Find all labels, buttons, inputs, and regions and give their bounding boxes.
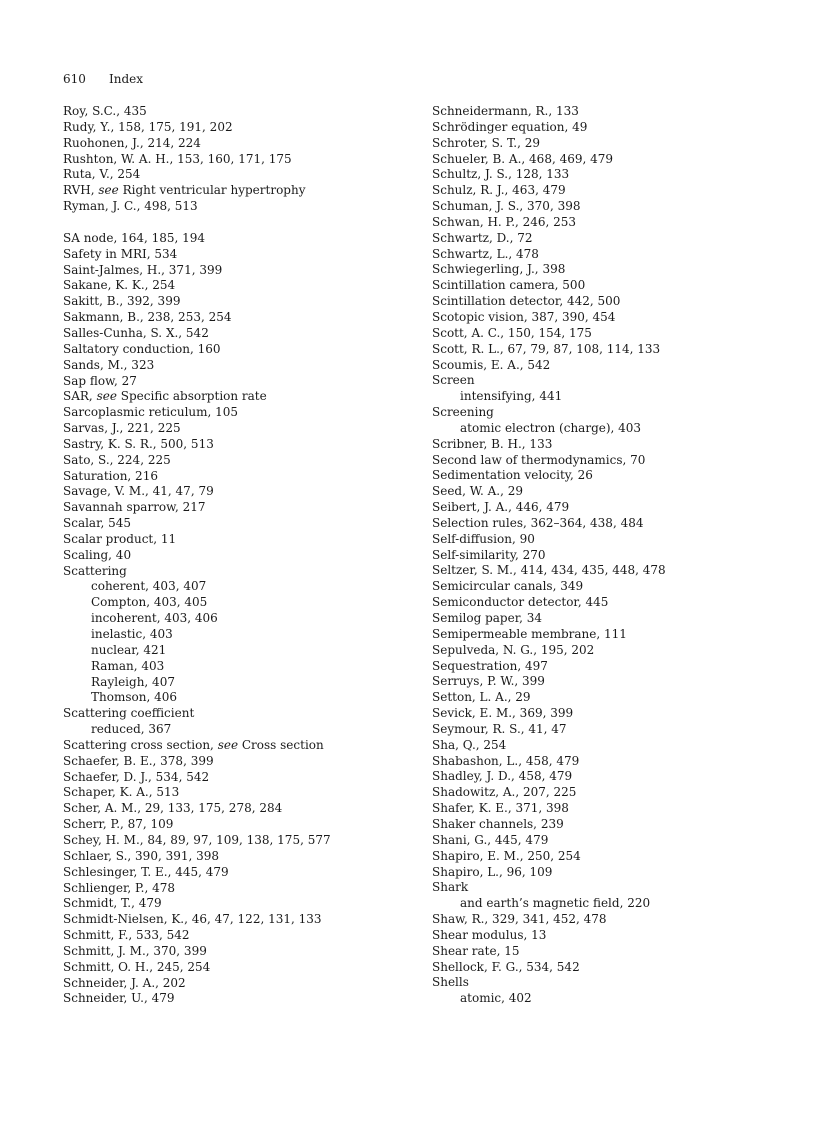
entry-text: Scher, A. M., 29, 133, 175, 278, 284 xyxy=(63,801,283,816)
index-entry xyxy=(63,199,413,215)
entry-text: Sequestration, 497 xyxy=(432,658,548,673)
entry-text: Raman, 403 xyxy=(91,658,165,673)
index-entry xyxy=(63,231,413,247)
index-entry xyxy=(63,991,413,1007)
entry-text: Shadley, J. D., 458, 479 xyxy=(432,769,573,784)
entry-text: incoherent, 403, 406 xyxy=(91,611,218,626)
index-entry xyxy=(63,310,413,326)
index-entry xyxy=(432,722,782,738)
index-subentry xyxy=(63,722,413,738)
entry-text: Sands, M., 323 xyxy=(63,357,155,372)
index-entry xyxy=(63,785,413,801)
entry-text: Scattering coefficient xyxy=(63,706,195,721)
entry-text: Shani, G., 445, 479 xyxy=(432,832,549,847)
index-entry xyxy=(432,627,782,643)
index-entry xyxy=(63,754,413,770)
entry-text: Semipermeable membrane, 111 xyxy=(432,626,627,641)
entry-text: Shells xyxy=(432,975,469,990)
entry-text: Rudy, Y., 158, 175, 191, 202 xyxy=(63,119,233,134)
entry-text: Scintillation detector, 442, 500 xyxy=(432,294,621,309)
entry-text: Sha, Q., 254 xyxy=(432,737,507,752)
index-subentry xyxy=(63,659,413,675)
index-entry xyxy=(432,532,782,548)
index-entry xyxy=(432,183,782,199)
index-entry xyxy=(432,310,782,326)
entry-text: SA node, 164, 185, 194 xyxy=(63,230,206,245)
see-reference: see xyxy=(98,183,119,198)
index-entry xyxy=(63,960,413,976)
index-entry xyxy=(432,516,782,532)
index-entry xyxy=(432,563,782,579)
index-entry xyxy=(432,579,782,595)
entry-text: Shark xyxy=(432,880,469,895)
page-number: 610 xyxy=(63,72,86,86)
index-entry xyxy=(63,500,413,516)
entry-text: Schmitt, F., 533, 542 xyxy=(63,928,190,943)
entry-text: Serruys, P. W., 399 xyxy=(432,674,545,689)
entry-text: Sastry, K. S. R., 500, 513 xyxy=(63,436,214,451)
entry-text: SAR, xyxy=(63,389,97,404)
see-target: Right ventricular hypertrophy xyxy=(118,183,306,198)
index-entry xyxy=(432,278,782,294)
running-head: Index xyxy=(109,72,144,86)
entry-text: Shadowitz, A., 207, 225 xyxy=(432,785,577,800)
entry-text: Rushton, W. A. H., 153, 160, 171, 175 xyxy=(63,151,292,166)
entry-text: atomic, 402 xyxy=(460,991,532,1006)
index-subentry xyxy=(63,579,413,595)
index-entry xyxy=(63,263,413,279)
index-entry xyxy=(432,453,782,469)
index-entry xyxy=(63,801,413,817)
entry-text: Schwan, H. P., 246, 253 xyxy=(432,214,577,229)
index-entry xyxy=(63,881,413,897)
entry-text: Shafer, K. E., 371, 398 xyxy=(432,801,569,816)
entry-text: Setton, L. A., 29 xyxy=(432,690,531,705)
entry-text: Scotopic vision, 387, 390, 454 xyxy=(432,309,616,324)
entry-text: Schmidt-Nielsen, K., 46, 47, 122, 131, 133 xyxy=(63,912,322,927)
index-entry xyxy=(432,595,782,611)
entry-text: Scalar product, 11 xyxy=(63,531,177,546)
entry-text: coherent, 403, 407 xyxy=(91,579,207,594)
entry-text: Salles-Cunha, S. X., 542 xyxy=(63,325,209,340)
index-entry xyxy=(432,136,782,152)
entry-text: Schey, H. M., 84, 89, 97, 109, 138, 175, 577 xyxy=(63,832,331,847)
index-entry xyxy=(432,960,782,976)
index-entry xyxy=(432,880,782,896)
index-subentry xyxy=(63,643,413,659)
entry-text: and earth’s magnetic field, 220 xyxy=(460,896,651,911)
entry-text: Schulz, R. J., 463, 479 xyxy=(432,183,566,198)
entry-text: Schmitt, O. H., 245, 254 xyxy=(63,959,211,974)
index-entry xyxy=(63,564,413,580)
index-entry xyxy=(432,358,782,374)
index-entry xyxy=(432,548,782,564)
entry-text: reduced, 367 xyxy=(91,722,172,737)
index-subentry xyxy=(63,675,413,691)
index-entry xyxy=(63,453,413,469)
entry-text: Scherr, P., 87, 109 xyxy=(63,817,174,832)
index-subentry xyxy=(63,595,413,611)
index-entry xyxy=(63,484,413,500)
entry-text: Scalar, 545 xyxy=(63,516,132,531)
entry-text: Schaefer, D. J., 534, 542 xyxy=(63,769,210,784)
index-column-right xyxy=(432,104,782,1007)
entry-text: Schlesinger, T. E., 445, 479 xyxy=(63,864,229,879)
entry-text: Self-diffusion, 90 xyxy=(432,531,535,546)
index-entry xyxy=(432,152,782,168)
index-entry xyxy=(432,500,782,516)
index-entry xyxy=(63,738,413,754)
index-entry xyxy=(63,469,413,485)
entry-text: Semilog paper, 34 xyxy=(432,611,543,625)
entry-text: Scattering cross section, xyxy=(63,737,218,752)
entry-text: Seymour, R. S., 41, 47 xyxy=(432,721,567,736)
entry-text: Shear rate, 15 xyxy=(432,943,520,958)
entry-text: Schneider, J. A., 202 xyxy=(63,975,186,990)
entry-text: Saturation, 216 xyxy=(63,468,158,483)
entry-text: Scott, A. C., 150, 154, 175 xyxy=(432,325,592,340)
index-entry xyxy=(432,326,782,342)
entry-text: Shabashon, L., 458, 479 xyxy=(432,753,580,768)
index-entry xyxy=(63,770,413,786)
index-entry xyxy=(432,199,782,215)
index-entry xyxy=(432,690,782,706)
entry-text: Compton, 403, 405 xyxy=(91,595,208,610)
entry-text: Saltatory conduction, 160 xyxy=(63,341,221,356)
see-target: Specific absorption rate xyxy=(116,389,267,404)
index-subentry xyxy=(63,611,413,627)
index-entry xyxy=(63,358,413,374)
index-entry xyxy=(432,674,782,690)
index-entry xyxy=(63,928,413,944)
entry-text: Scribner, B. H., 133 xyxy=(432,436,553,451)
entry-text: Sepulveda, N. G., 195, 202 xyxy=(432,642,595,657)
entry-text: Sarcoplasmic reticulum, 105 xyxy=(63,405,239,420)
index-entry xyxy=(63,389,413,405)
index-entry xyxy=(432,849,782,865)
index-entry xyxy=(432,912,782,928)
entry-text: intensifying, 441 xyxy=(460,389,563,404)
entry-text: Second law of thermodynamics, 70 xyxy=(432,452,646,467)
index-entry xyxy=(432,865,782,881)
index-subentry xyxy=(432,896,782,912)
entry-text: Semiconductor detector, 445 xyxy=(432,595,609,610)
index-entry xyxy=(432,975,782,991)
entry-text: Rayleigh, 407 xyxy=(91,674,175,689)
index-entry xyxy=(432,468,782,484)
entry-text: Schultz, J. S., 128, 133 xyxy=(432,167,570,182)
entry-text: Schneidermann, R., 133 xyxy=(432,104,579,118)
index-entry xyxy=(432,659,782,675)
index-entry xyxy=(432,437,782,453)
index-entry xyxy=(432,262,782,278)
entry-text: inelastic, 403 xyxy=(91,627,173,641)
entry-text: Shapiro, E. M., 250, 254 xyxy=(432,848,581,863)
see-target: Cross section xyxy=(238,737,324,752)
entry-text: Schwartz, L., 478 xyxy=(432,246,539,261)
entry-text: Sakmann, B., 238, 253, 254 xyxy=(63,310,232,325)
entry-text: Saint-Jalmes, H., 371, 399 xyxy=(63,262,223,277)
index-column-left xyxy=(63,104,413,1007)
index-entry xyxy=(63,183,413,199)
entry-text: Schwiegerling, J., 398 xyxy=(432,262,566,277)
entry-text: Self-similarity, 270 xyxy=(432,547,546,562)
index-entry xyxy=(63,405,413,421)
index-entry xyxy=(63,136,413,152)
index-entry xyxy=(63,516,413,532)
entry-text: Schuman, J. S., 370, 398 xyxy=(432,199,581,214)
index-entry xyxy=(432,342,782,358)
index-entry xyxy=(63,865,413,881)
index-entry xyxy=(432,294,782,310)
entry-text: Sevick, E. M., 369, 399 xyxy=(432,706,574,721)
index-entry xyxy=(432,120,782,136)
entry-text: RVH, xyxy=(63,183,99,198)
index-entry xyxy=(63,817,413,833)
index-subentry xyxy=(432,421,782,437)
entry-text: Scaling, 40 xyxy=(63,547,132,562)
entry-text: Semicircular canals, 349 xyxy=(432,579,584,594)
entry-text: Shaw, R., 329, 341, 452, 478 xyxy=(432,912,607,927)
entry-text: Sedimentation velocity, 26 xyxy=(432,468,593,483)
entry-text: Screen xyxy=(432,373,475,388)
entry-text: Seltzer, S. M., 414, 434, 435, 448, 478 xyxy=(432,563,666,578)
entry-text: Ryman, J. C., 498, 513 xyxy=(63,199,198,214)
index-subentry xyxy=(432,991,782,1007)
index-entry xyxy=(63,294,413,310)
entry-text: Scoumis, E. A., 542 xyxy=(432,357,551,372)
index-entry xyxy=(63,532,413,548)
entry-text: Scott, R. L., 67, 79, 87, 108, 114, 133 xyxy=(432,341,661,356)
index-entry xyxy=(432,738,782,754)
page-header xyxy=(63,71,143,87)
see-reference: see xyxy=(217,737,239,752)
entry-text: Shellock, F. G., 534, 542 xyxy=(432,959,580,974)
index-entry xyxy=(63,278,413,294)
index-entry xyxy=(63,120,413,136)
index-entry xyxy=(63,976,413,992)
entry-text: Seed, W. A., 29 xyxy=(432,484,523,499)
entry-text: Thomson, 406 xyxy=(91,690,177,705)
entry-text: Ruta, V., 254 xyxy=(63,167,141,182)
index-entry xyxy=(63,167,413,183)
index-entry xyxy=(432,373,782,389)
entry-text: Shear modulus, 13 xyxy=(432,927,547,942)
entry-text: Sakitt, B., 392, 399 xyxy=(63,294,181,309)
index-entry xyxy=(63,896,413,912)
index-entry xyxy=(432,944,782,960)
entry-text: Schroter, S. T., 29 xyxy=(432,135,540,150)
entry-text: Sato, S., 224, 225 xyxy=(63,452,171,467)
index-entry xyxy=(63,104,413,120)
index-entry xyxy=(432,405,782,421)
index-entry xyxy=(432,928,782,944)
entry-text: Schlienger, P., 478 xyxy=(63,880,175,895)
entry-text: Schwartz, D., 72 xyxy=(432,230,533,245)
entry-text: Schrödinger equation, 49 xyxy=(432,119,588,134)
index-entry xyxy=(432,215,782,231)
entry-text: Schmitt, J. M., 370, 399 xyxy=(63,943,207,958)
index-entry xyxy=(432,754,782,770)
index-entry xyxy=(432,785,782,801)
index-entry xyxy=(63,437,413,453)
entry-text: nuclear, 421 xyxy=(91,642,167,657)
entry-text: Selection rules, 362–364, 438, 484 xyxy=(432,515,644,530)
index-entry xyxy=(432,611,782,627)
index-entry xyxy=(432,706,782,722)
index-entry xyxy=(63,374,413,390)
entry-text: Savage, V. M., 41, 47, 79 xyxy=(63,484,214,499)
entry-text: Scattering xyxy=(63,563,127,578)
index-subentry xyxy=(63,690,413,706)
index-entry xyxy=(432,769,782,785)
entry-text: Schaefer, B. E., 378, 399 xyxy=(63,753,214,768)
entry-text: Schmidt, T., 479 xyxy=(63,896,162,911)
index-entry xyxy=(432,247,782,263)
entry-text: atomic electron (charge), 403 xyxy=(460,420,642,435)
entry-text: Savannah sparrow, 217 xyxy=(63,500,206,515)
see-reference: see xyxy=(96,389,117,404)
entry-text: Schaper, K. A., 513 xyxy=(63,785,180,800)
entry-text: Safety in MRI, 534 xyxy=(63,246,178,261)
index-entry xyxy=(63,152,413,168)
index-entry xyxy=(63,706,413,722)
index-entry xyxy=(63,421,413,437)
entry-text: Sap flow, 27 xyxy=(63,373,137,388)
index-entry xyxy=(432,167,782,183)
entry-text: Seibert, J. A., 446, 479 xyxy=(432,500,570,515)
entry-text: Scintillation camera, 500 xyxy=(432,278,586,293)
entry-text: Shaker channels, 239 xyxy=(432,816,564,831)
entry-text: Ruohonen, J., 214, 224 xyxy=(63,135,201,150)
entry-text: Schueler, B. A., 468, 469, 479 xyxy=(432,151,614,166)
index-entry xyxy=(432,817,782,833)
index-entry xyxy=(63,548,413,564)
entry-text: Schlaer, S., 390, 391, 398 xyxy=(63,848,220,863)
entry-text: Shapiro, L., 96, 109 xyxy=(432,864,553,879)
entry-text: Sarvas, J., 221, 225 xyxy=(63,421,181,436)
index-subentry xyxy=(63,627,413,643)
index-entry xyxy=(63,912,413,928)
index-entry xyxy=(63,247,413,263)
index-entry xyxy=(432,104,782,120)
index-entry xyxy=(63,342,413,358)
index-entry xyxy=(432,231,782,247)
entry-text: Sakane, K. K., 254 xyxy=(63,278,176,293)
index-entry xyxy=(63,849,413,865)
index-entry xyxy=(432,643,782,659)
index-entry xyxy=(63,833,413,849)
index-entry xyxy=(432,484,782,500)
index-entry xyxy=(432,833,782,849)
entry-text: Schneider, U., 479 xyxy=(63,991,175,1006)
entry-text: Screening xyxy=(432,405,494,420)
index-entry xyxy=(63,326,413,342)
index-entry xyxy=(432,801,782,817)
index-entry xyxy=(63,944,413,960)
index-subentry xyxy=(432,389,782,405)
entry-text: Roy, S.C., 435 xyxy=(63,104,147,118)
